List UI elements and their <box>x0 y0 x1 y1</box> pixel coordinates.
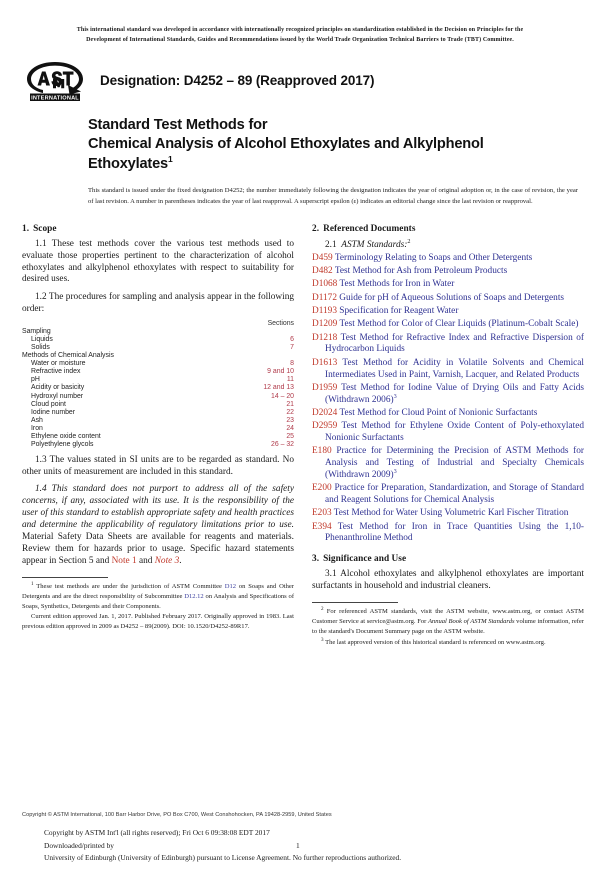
reference-doc-id[interactable]: E203 <box>312 508 332 519</box>
footnote-2-italic: Annual Book of ASTM Standards <box>427 617 515 625</box>
scope-heading-num: 1. <box>22 223 30 234</box>
sections-row-number[interactable]: 14 – 20 <box>271 392 294 400</box>
reference-doc-title[interactable]: Test Method for Water Using Volumetric Karl Fischer Titration <box>331 508 569 519</box>
sections-row-number[interactable]: 24 <box>286 424 294 432</box>
reference-doc-id[interactable]: D1209 <box>312 319 338 330</box>
sections-row-label: Solids <box>31 343 50 351</box>
body-columns <box>22 223 584 649</box>
reference-footnote-marker: 3 <box>393 392 397 400</box>
sections-row-label: Ethylene oxide content <box>31 432 101 440</box>
sections-row-number[interactable]: 6 <box>290 335 294 343</box>
reference-item[interactable] <box>312 333 584 357</box>
sections-table-row <box>22 432 294 440</box>
tbt-disclaimer-line1: This international standard was developed in accordance with internationally recognized principles on standardization established in the Decision on Principles for the <box>76 27 524 33</box>
left-footnotes <box>22 577 294 633</box>
footnote-1-marker: 1 <box>31 580 34 587</box>
reference-doc-id[interactable]: D459 <box>312 252 333 263</box>
sections-table-row <box>22 384 294 392</box>
reference-doc-title[interactable]: Practice for Preparation, Standardization, and Storage of Standard and Reagent Solutions for Chemical Analysis <box>325 483 584 505</box>
sections-row-number[interactable]: 11 <box>286 376 294 384</box>
reference-doc-title[interactable]: Specification for Reagent Water <box>336 306 459 317</box>
astm-logo <box>24 60 86 102</box>
reference-doc-title[interactable]: Test Method for Refractive Index and Refractive Dispersion of Hydrocarbon Liquids <box>325 332 584 355</box>
footnote-divider-right <box>312 602 398 603</box>
title-line-3-text: Ethoxylates <box>88 155 168 172</box>
reference-item[interactable] <box>312 358 584 382</box>
sections-row-number[interactable]: 25 <box>286 432 294 440</box>
reference-doc-title[interactable]: Test Method for Ethylene Oxide Content of Poly-ethoxylated Nonionic Surfactants <box>325 421 584 443</box>
reference-item[interactable] <box>312 266 584 278</box>
right-footnotes <box>312 602 584 648</box>
scope-para-1-4-and: and <box>136 555 155 566</box>
sections-row-number <box>226 327 294 335</box>
reference-doc-id[interactable]: D1068 <box>312 279 338 290</box>
reference-item[interactable] <box>312 446 584 481</box>
reference-item[interactable] <box>312 319 584 331</box>
sections-row-label: Iron <box>31 424 43 432</box>
sections-table-row <box>22 392 294 400</box>
astm-standards-subhead <box>312 239 584 251</box>
scope-para-1-2: 1.2 The procedures for sampling and analysis appear in the following order: <box>22 292 294 315</box>
committee-d12-link[interactable]: D12 <box>224 582 237 590</box>
page-number: 1 <box>296 841 300 850</box>
scope-heading <box>22 224 294 234</box>
designation-text: Designation: D4252 – 89 (Reapproved 2017) <box>100 73 375 89</box>
sections-table-row <box>22 400 294 408</box>
significance-heading-num: 3. <box>312 554 320 565</box>
sections-row-number[interactable]: 8 <box>290 360 294 368</box>
subcommittee-d1212-link[interactable]: D12.12 <box>184 592 204 600</box>
sections-row-number <box>226 351 294 359</box>
astm-standards-footnote-marker: 2 <box>407 237 411 245</box>
sections-table-row <box>22 335 294 343</box>
title-line-1: Standard Test Methods for <box>88 116 268 133</box>
copyright-line: Copyright © ASTM International, 100 Barr Harbor Drive, PO Box C700, West Conshohocken, PA 19428-2959, United States <box>22 812 332 818</box>
footnote-3 <box>312 638 584 648</box>
reference-doc-title[interactable]: Terminology Relating to Soaps and Other Detergents <box>332 252 533 263</box>
reference-doc-id[interactable]: D1193 <box>312 306 337 317</box>
astm-standards-subhead-num: 2.1 <box>325 239 337 250</box>
scope-para-1-4-roman: Material Safety Data Sheets are available for reagents and materials. Review them for hazards prior to usage. Specific hazard statements appear in Section 5 and <box>22 531 294 566</box>
sections-row-label: Refractive index <box>31 368 81 376</box>
sections-row-label: Sampling <box>22 327 51 335</box>
sections-table-row <box>22 376 294 384</box>
reference-footnote-marker: 3 <box>393 467 397 475</box>
sections-row-label: pH <box>31 376 40 384</box>
designation-row <box>22 60 578 102</box>
sections-row-number[interactable]: 12 and 13 <box>263 384 294 392</box>
sections-row-number[interactable]: 21 <box>286 400 294 408</box>
title-block <box>88 116 578 208</box>
reference-doc-id[interactable]: E180 <box>312 446 332 457</box>
sections-row-number[interactable]: 9 and 10 <box>267 368 294 376</box>
sections-row-number[interactable]: 23 <box>286 416 294 424</box>
astm-standards-subhead-text: ASTM Standards: <box>341 239 408 250</box>
license-line-2: Downloaded/printed by <box>44 840 114 850</box>
sections-row-label: Hydroxyl number <box>31 392 84 400</box>
sections-table-row <box>22 360 294 368</box>
sections-row-label: Cloud point <box>31 400 66 408</box>
reference-doc-title[interactable]: Test Methods for Iron in Water <box>337 279 455 290</box>
footnote-1-text-a: These test methods are under the jurisdiction of ASTM Committee <box>33 582 225 590</box>
astm-logo-subtext: INTERNATIONAL <box>31 95 79 102</box>
footnote-2-marker: 2 <box>321 605 324 612</box>
note-3-link[interactable]: Note 3 <box>154 555 180 566</box>
reference-doc-title[interactable]: Practice for Determining the Precision of ASTM Methods for Analysis and Testing of Industrial and Specialty Chemicals (Withdrawn 2009) <box>325 446 584 480</box>
footnote-edition: Current edition approved Jan. 1, 2017. Published February 2017. Originally approved in 1983. Last previous edition approved in 2009 as D4252 – 89(2009). DOI: 10.1520/D4252-89R17. <box>22 613 294 631</box>
left-column <box>22 224 294 634</box>
reference-doc-title[interactable]: Test Method for Ash from Petroleum Products <box>332 266 508 277</box>
sections-table-header-row <box>22 319 294 327</box>
reference-doc-id[interactable]: D1613 <box>312 357 338 368</box>
reference-doc-id[interactable]: E394 <box>312 521 332 532</box>
references-list <box>312 253 584 545</box>
footnote-1-text-c: on Analysis and Specifications of Soaps, Synthetics, Detergents and their Components. <box>22 592 294 610</box>
reference-item[interactable] <box>312 383 584 407</box>
reference-item[interactable] <box>312 408 584 420</box>
reference-doc-id[interactable]: D1172 <box>312 292 337 303</box>
right-column <box>312 224 584 649</box>
license-line-3: University of Edinburgh (University of Edinburgh) pursuant to License Agreement. No further reproductions authorized. <box>44 852 402 862</box>
reference-item[interactable] <box>312 522 584 546</box>
scope-para-1-1: 1.1 These test methods cover the various test methods used to evaluate those properties pertinent to the characterization of alcohol ethoxylates and alkylphenol ethoxylates with respect to suitability for desired uses. <box>22 238 294 285</box>
footnote-2-text-a: For referenced ASTM standards, visit the ASTM website, www.astm.org, or contact ASTM Customer Service at service@astm.org. For <box>312 607 584 625</box>
note-1-link[interactable]: Note 1 <box>111 555 137 566</box>
sections-row-label: Water or moisture <box>31 360 86 368</box>
sections-table-row <box>22 368 294 376</box>
significance-heading <box>312 554 584 564</box>
sections-row-label: Liquids <box>31 335 53 343</box>
scope-para-1-4 <box>22 484 294 567</box>
sections-row-label: Methods of Chemical Analysis <box>22 352 114 360</box>
reference-doc-title[interactable]: Test Method for Cloud Point of Nonionic Surfactants <box>337 407 538 418</box>
references-heading <box>312 224 584 234</box>
scope-heading-text: Scope <box>33 223 57 234</box>
sections-table-row <box>22 441 294 449</box>
references-heading-num: 2. <box>312 223 320 234</box>
sections-table-row <box>22 424 294 432</box>
reference-doc-id[interactable]: D2024 <box>312 407 338 418</box>
scope-para-1-4-italic: 1.4 This standard does not purport to address all of the safety concerns, if any, associated with its use. It is the responsibility of the user of this standard to establish appropriate safety and health practices and determine the applicability of regulatory limitations prior to use. <box>22 484 294 531</box>
references-heading-text: Referenced Documents <box>323 223 416 234</box>
sections-header-label: Sections <box>267 319 294 327</box>
footnote-3-marker: 3 <box>321 636 324 643</box>
sections-row-label: Acidity or basicity <box>31 384 85 392</box>
reference-doc-id[interactable]: D1218 <box>312 332 338 343</box>
sections-row-label: Polyethylene glycols <box>31 441 94 449</box>
reference-item[interactable] <box>312 508 584 520</box>
footnote-2 <box>312 607 584 637</box>
reference-item[interactable] <box>312 306 584 318</box>
title-line-2: Chemical Analysis of Alcohol Ethoxylates and Alkylphenol <box>88 136 484 153</box>
reference-doc-id[interactable]: D482 <box>312 266 333 277</box>
reference-item[interactable] <box>312 253 584 265</box>
footnote-1 <box>22 582 294 612</box>
sections-table-row <box>22 351 294 359</box>
license-line-1: Copyright by ASTM Int'l (all rights reserved); Fri Oct 6 09:38:08 EDT 2017 <box>44 828 270 838</box>
sections-table-row <box>22 416 294 424</box>
title-line-3 <box>88 155 578 175</box>
reference-doc-title[interactable]: Test Method for Iodine Value of Drying Oils and Fatty Acids (Withdrawn 2006) <box>325 382 584 405</box>
reference-doc-title[interactable]: Test Method for Iron in Trace Quantities Using the 1,10-Phenanthroline Method <box>325 521 584 544</box>
significance-heading-text: Significance and Use <box>323 554 407 565</box>
reference-doc-title[interactable]: Test Method for Color of Clear Liquids (Platinum-Cobalt Scale) <box>337 319 579 330</box>
document-page <box>0 26 600 876</box>
tbt-disclaimer <box>22 26 578 46</box>
reference-item[interactable] <box>312 279 584 291</box>
sections-table-row <box>22 327 294 335</box>
sections-table-row <box>22 343 294 351</box>
scope-para-1-3: 1.3 The values stated in SI units are to be regarded as standard. No other units of measurement are included in this standard. <box>22 454 294 477</box>
significance-para-3-1: 3.1 Alcohol ethoxylates and alkylphenol ethoxylates are important surfactants in household and industrial cleaners. <box>312 569 584 592</box>
sections-table <box>22 319 294 449</box>
sections-row-label: Iodine number <box>31 408 76 416</box>
reference-item[interactable] <box>312 421 584 445</box>
sections-header-spacer <box>22 319 226 327</box>
reference-doc-title[interactable]: Test Method for Acidity in Volatile Solvents and Chemical Intermediates Used in Paint, Varnish, Lacquer, and Related Products <box>325 357 584 380</box>
footnote-divider <box>22 577 108 578</box>
reference-doc-id[interactable]: D2959 <box>312 421 338 432</box>
sections-row-number[interactable]: 22 <box>286 408 294 416</box>
reference-doc-id[interactable]: E200 <box>312 483 332 494</box>
scope-para-1-4-end: . <box>179 555 182 566</box>
sections-row-number[interactable]: 7 <box>290 343 294 351</box>
sections-table-row <box>22 408 294 416</box>
title-footnote-marker: 1 <box>168 154 173 165</box>
footnote-2-text-b: volume information, refer to the standard's Document Summary page on the ASTM website. <box>312 617 584 635</box>
reference-doc-id[interactable]: D1959 <box>312 382 338 393</box>
footnote-3-text: The last approved version of this historical standard is referenced on www.astm.org. <box>323 638 546 646</box>
footnote-1-text-b: on Soaps and Other Detergents and are the direct responsibility of Subcommittee <box>22 582 294 600</box>
sections-row-label: Ash <box>31 416 43 424</box>
issued-note: This standard is issued under the fixed designation D4252; the number immediately following the designation indicates the year of original adoption or, in the case of revision, the year of last revision. A number in parentheses indicates the year of last reapproval. A superscript epsilon (ε) indicates an editorial change since the last revision or reapproval. <box>88 187 578 206</box>
reference-item[interactable] <box>312 483 584 507</box>
tbt-disclaimer-line2: Development of International Standards, Guides and Recommendations issued by the World Trade Organization Technical Barriers to Trade (TBT) Committee. <box>86 36 514 43</box>
astm-logo-icon <box>24 60 86 102</box>
sections-row-number[interactable]: 26 – 32 <box>271 441 294 449</box>
license-block <box>44 827 584 864</box>
reference-item[interactable] <box>312 293 584 305</box>
sections-table-body <box>22 319 294 449</box>
reference-doc-title[interactable]: Guide for pH of Aqueous Solutions of Soaps and Detergents <box>336 292 565 303</box>
